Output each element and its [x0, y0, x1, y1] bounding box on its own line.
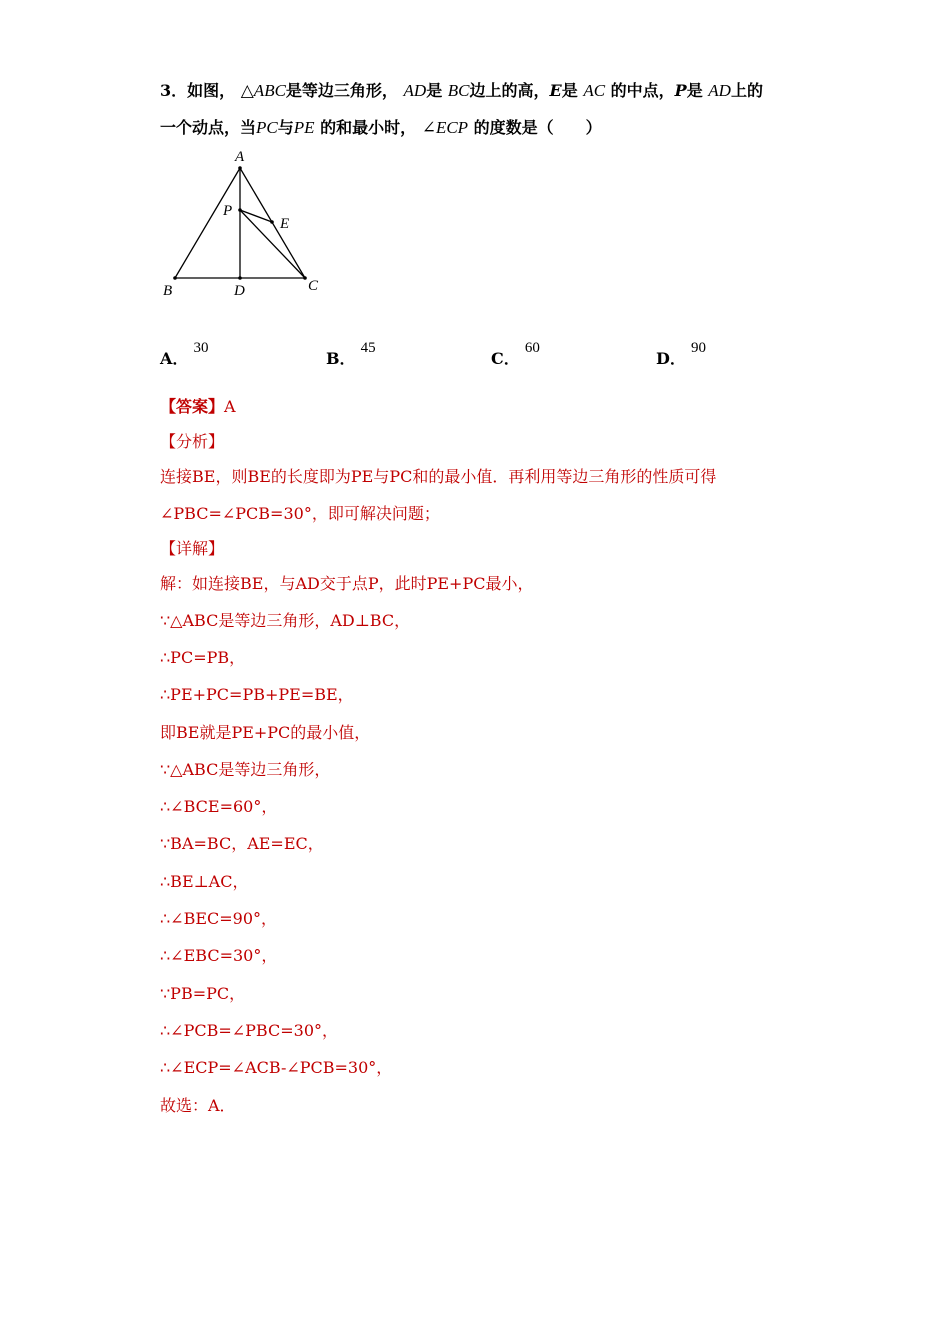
option-d[interactable]: D． 90	[656, 340, 706, 368]
triangle-figure	[155, 145, 335, 305]
detail-line: 即BE就是PE+PC的最小值，	[160, 723, 371, 742]
point-b	[173, 276, 177, 280]
question-line-1: 3．如图， △ABC是等边三角形， AD是 BC边上的高，E是 AC 的中点，P是 AD上的	[160, 81, 763, 100]
detail-line: ∴PE+PC=PB+PE=BE，	[160, 685, 354, 704]
label-d: D	[234, 283, 245, 299]
point-d	[238, 276, 242, 280]
analysis-label: 【分析】	[160, 432, 225, 451]
detail-line: ∴∠ECP=∠ACB-∠PCB=30°，	[160, 1058, 393, 1077]
segment-pe	[240, 210, 272, 222]
detail-line: ∴∠PCB=∠PBC=30°，	[160, 1021, 338, 1040]
detail-line: ∵BA=BC，AE=EC，	[160, 834, 324, 853]
answer-label: 【答案】	[160, 397, 225, 416]
label-p: P	[223, 203, 233, 219]
analysis-line-2: ∠PBC=∠PCB=30°，即可解决问题；	[160, 504, 440, 523]
detail-line: ∴BE⊥AC，	[160, 872, 249, 891]
label-a: A	[235, 149, 245, 165]
label-e: E	[280, 216, 290, 232]
option-c[interactable]: C． 60	[491, 340, 540, 368]
label-b: B	[163, 283, 173, 299]
side-ab	[175, 168, 240, 278]
detail-line: ∵△ABC是等边三角形，AD⊥BC，	[160, 611, 411, 630]
segment-pc	[240, 210, 305, 278]
answer-value: A	[224, 397, 236, 416]
answer-line	[160, 394, 236, 417]
detail-line: ∵PB=PC，	[160, 984, 246, 1003]
detail-line: ∵△ABC是等边三角形，	[160, 760, 331, 779]
label-c: C	[308, 278, 319, 294]
detail-line: ∴∠EBC=30°，	[160, 946, 278, 965]
detail-label: 【详解】	[160, 539, 225, 558]
angle-ecp: ∠ECP	[421, 118, 469, 137]
analysis-line-1: 连接BE，则BE的长度即为PE与PC和的最小值．再利用等边三角形的性质可得	[160, 467, 717, 486]
point-a	[238, 166, 242, 170]
detail-line: ∴PC=PB，	[160, 648, 246, 667]
point-c	[303, 276, 307, 280]
detail-line: ∴∠BCE=60°，	[160, 797, 278, 816]
option-b[interactable]: B． 45	[326, 340, 376, 368]
question-line-2: 一个动点，当PC与PE 的和最小时， ∠ECP 的度数是（ ）	[160, 118, 602, 137]
point-p	[238, 208, 242, 212]
option-a[interactable]: A． 30	[160, 340, 209, 368]
question-number: 3	[160, 81, 172, 100]
detail-line: 解：如连接BE，与AD交于点P，此时PE+PC最小，	[160, 574, 534, 593]
detail-line: ∴∠BEC=90°，	[160, 909, 278, 928]
point-e	[270, 220, 274, 224]
detail-line: 故选：A．	[160, 1096, 236, 1115]
triangle-abc: △ABC	[240, 81, 286, 100]
